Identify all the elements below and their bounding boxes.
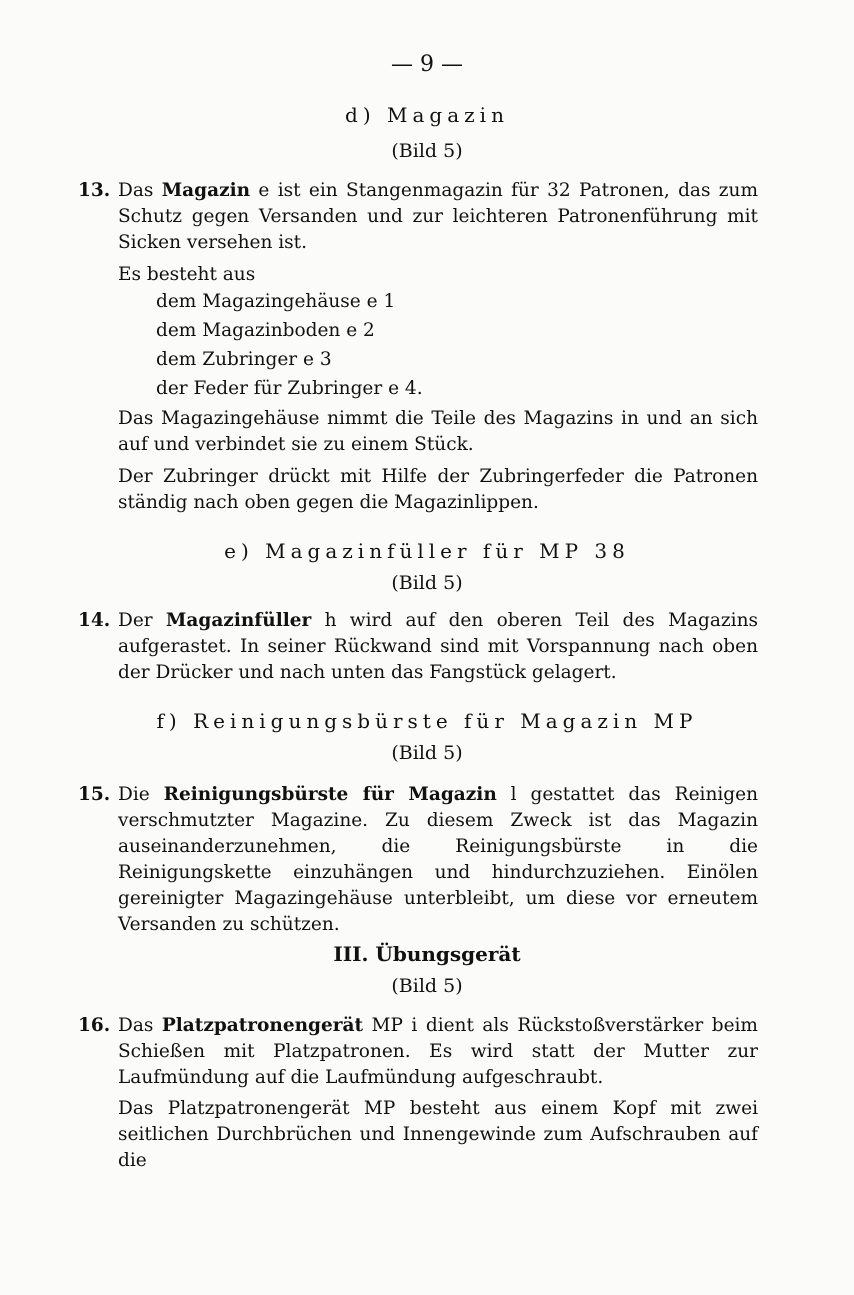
term-platzpatronengeraet: Platzpatronengerät	[161, 1015, 364, 1036]
paragraph-number-15: 15.	[78, 784, 111, 805]
chapter-heading-uebungsgeraet: III. Übungsgerät	[333, 942, 521, 966]
list-item: der Feder für Zubringer e 4.	[156, 378, 423, 399]
paragraph-number-13: 13.	[78, 180, 111, 201]
paragraph-number-16: 16.	[78, 1015, 111, 1036]
figure-ref-magazin: (Bild 5)	[391, 140, 463, 162]
term-magazinfueller: Magazinfüller	[165, 610, 312, 631]
term-reinigungsbuerste: Reinigungsbürste für Magazin	[163, 784, 497, 805]
list-item: dem Magazingehäuse e 1	[156, 291, 396, 312]
paragraph-13-3: Der Zubringer drückt mit Hilfe der Zubringerfeder die Patronen ständig nach oben gegen die Magazinlippen.	[118, 466, 758, 513]
paragraph-16: Das Platzpatronengerät MP i dient als Rückstoßverstärker beim Schießen mit Platzpatronen. Es wird statt der Mutter zur Laufmündung auf die Laufmündung aufgeschraubt.	[118, 1015, 758, 1088]
figure-ref-fueller: (Bild 5)	[391, 572, 463, 594]
paragraph-13: Das Magazin e ist ein Stangenmagazin für 32 Patronen, das zum Schutz gegen Versanden und zur leichteren Patronenführung mit Sicken versehen ist.	[118, 180, 758, 253]
page-number: — 9 —	[391, 52, 463, 77]
paragraph-13-intro: Es besteht aus	[118, 264, 256, 285]
figure-ref-uebung: (Bild 5)	[391, 975, 463, 997]
list-item: dem Zubringer e 3	[156, 349, 332, 370]
section-heading-buerste: f) Reinigungsbürste für Magazin MP	[156, 709, 698, 733]
term-magazin: Magazin	[161, 180, 251, 201]
paragraph-15: Die Reinigungsbürste für Magazin l gestattet das Reinigen verschmutzter Magazine. Zu diesem Zweck ist das Magazin auseinanderzunehmen, die Reinigungsbürste in die Reinigungskette einzuhängen und hindurchzuziehen. Einölen gereinigter Magazingehäuse unterbleibt, um diese vor erneutem Versanden zu schützen.	[118, 784, 758, 935]
paragraph-16-2: Das Platzpatronengerät MP besteht aus einem Kopf mit zwei seitlichen Durchbrüchen und Innengewinde zum Aufschrauben auf die	[118, 1098, 758, 1171]
paragraph-14: Der Magazinfüller h wird auf den oberen Teil des Magazins aufgerastet. In seiner Rückwand sind mit Vorspannung nach oben der Drücker und nach unten das Fangstück gelagert.	[118, 610, 758, 683]
figure-ref-buerste: (Bild 5)	[391, 742, 463, 764]
parts-list	[156, 287, 423, 403]
section-heading-fueller: e) Magazinfüller für MP 38	[224, 539, 630, 563]
paragraph-number-14: 14.	[78, 610, 111, 631]
paragraph-13-2: Das Magazingehäuse nimmt die Teile des Magazins in und an sich auf und verbindet sie zu einem Stück.	[118, 408, 758, 455]
list-item: dem Magazinboden e 2	[156, 320, 375, 341]
section-heading-magazin: d) Magazin	[345, 103, 509, 127]
